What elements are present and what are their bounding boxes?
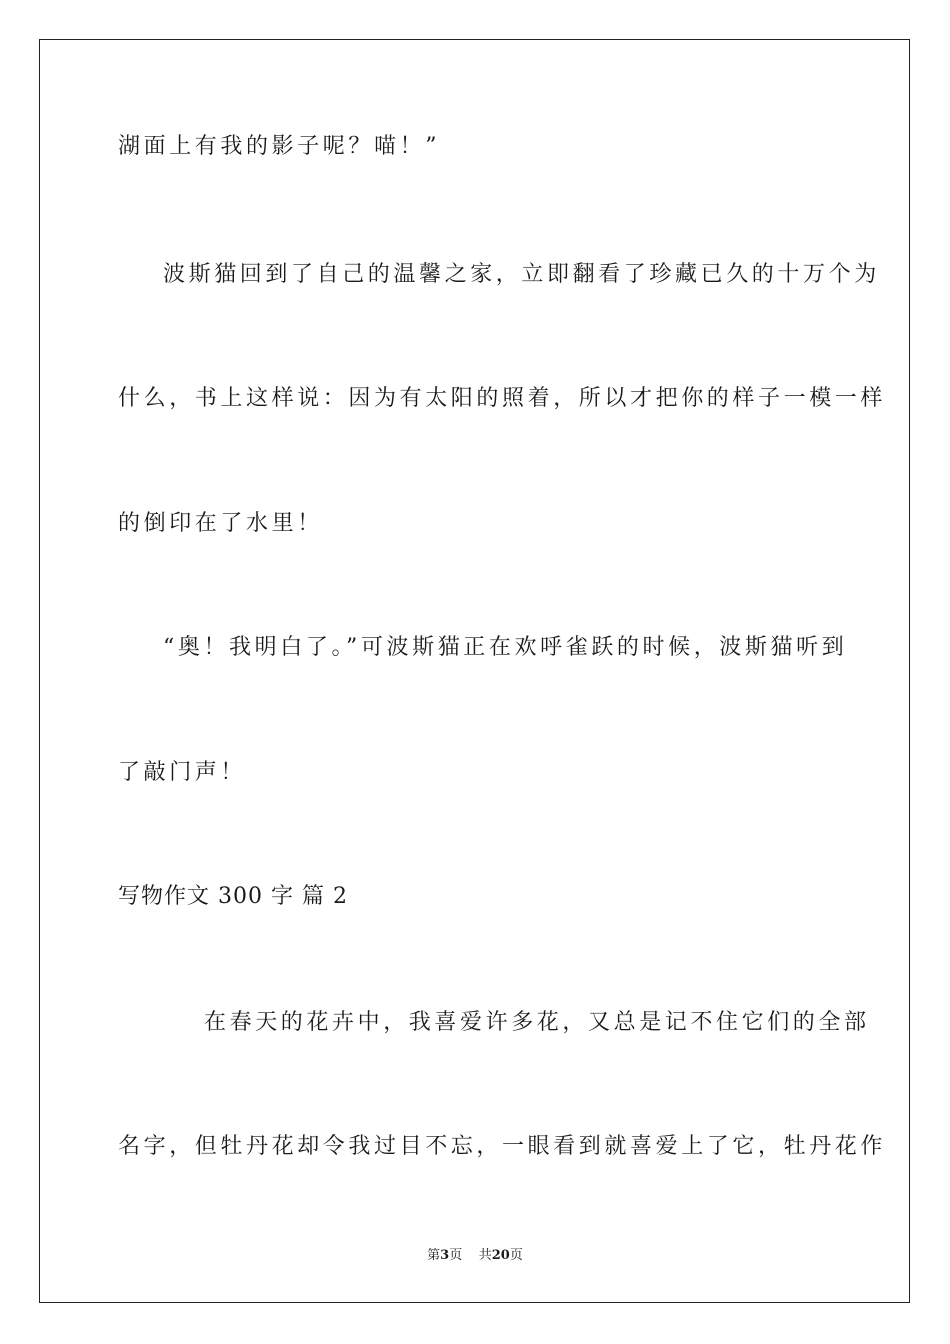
page-total: 20 (491, 1248, 510, 1263)
text-line-4: 的倒印在了水里！ (118, 511, 323, 536)
text-line-1: 湖面上有我的影子呢？喵！” (118, 134, 441, 159)
total-suffix: 页 (509, 1248, 523, 1263)
text-line-7: 在春天的花卉中，我喜爱许多花，又总是记不住它们的全部 (204, 1010, 870, 1035)
page-border (39, 39, 910, 1303)
text-line-8: 名字，但牡丹花却令我过目不忘，一眼看到就喜爱上了它，牡丹花作 (118, 1134, 887, 1159)
text-line-3: 什么，书上这样说：因为有太阳的照着，所以才把你的样子一模一样 (118, 386, 887, 411)
text-line-6: 了敲门声！ (118, 760, 247, 785)
text-line-5: “奥！我明白了。”可波斯猫正在欢呼雀跃的时候，波斯猫听到 (163, 635, 848, 660)
section-heading: 写物作文 300 字 篇 2 (118, 884, 348, 909)
page-current: 3 (440, 1248, 450, 1263)
page-suffix: 页 (449, 1248, 463, 1263)
page-prefix: 第 (427, 1248, 441, 1263)
total-prefix: 共 (478, 1248, 492, 1263)
text-line-2: 波斯猫回到了自己的温馨之家，立即翻看了珍藏已久的十万个为 (163, 262, 880, 287)
page-footer (0, 1247, 950, 1265)
